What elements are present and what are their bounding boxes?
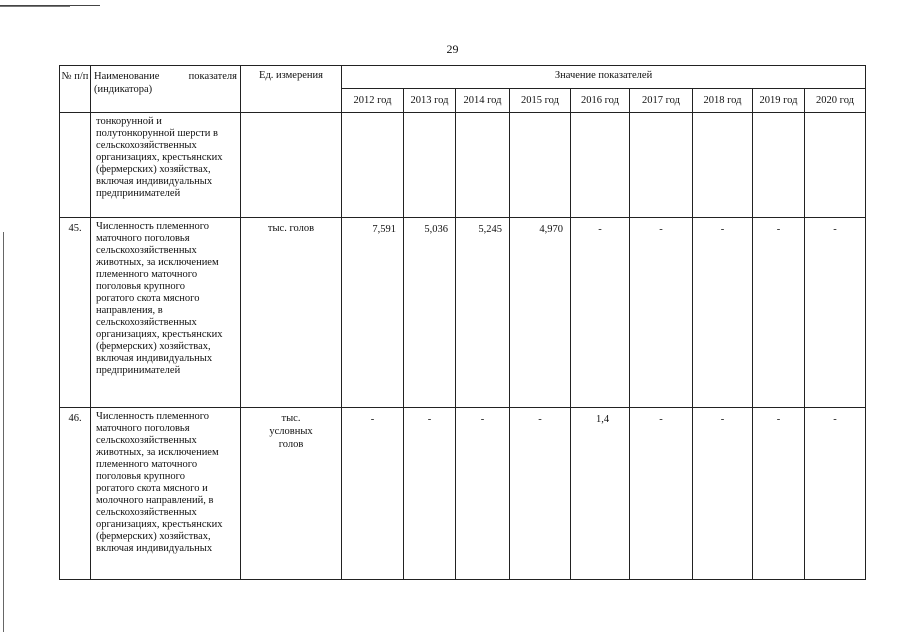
header-values: Значение показателей: [342, 66, 866, 89]
indicator-name-line: сельскохозяйственных: [96, 435, 197, 446]
indicator-name-line: организациях, крестьянских: [96, 329, 223, 340]
indicator-name: [91, 218, 241, 408]
value-cell: 5,245: [456, 218, 510, 408]
header-num: № п/п: [60, 66, 91, 113]
value-cell: [571, 113, 630, 218]
header-name-line2: (индикатора): [94, 84, 153, 95]
indicator-name-line: Численность племенного: [96, 221, 210, 232]
value-cell: -: [630, 408, 693, 580]
header-year: 2017 год: [630, 89, 693, 113]
value-cell: -: [693, 408, 753, 580]
indicator-name-line: маточного поголовья: [96, 233, 190, 244]
value-cell: -: [571, 218, 630, 408]
indicators-table: [59, 65, 866, 580]
indicator-name-line: (фермерских) хозяйствах,: [96, 164, 211, 175]
indicator-name-line: включая индивидуальных: [96, 176, 213, 187]
header-year: 2015 год: [510, 89, 571, 113]
row-number: 46.: [60, 408, 91, 580]
value-cell: 4,970: [510, 218, 571, 408]
indicator-name: [91, 408, 241, 580]
indicator-name-line: рогатого скота мясного и: [96, 483, 208, 494]
unit-line: тыс. голов: [267, 223, 315, 234]
header-unit: Ед. измерения: [241, 66, 342, 113]
unit-cell: [241, 218, 342, 408]
header-year: 2016 год: [571, 89, 630, 113]
indicator-name-line: тонкорунной и: [96, 116, 162, 127]
indicator-name-line: сельскохозяйственных: [96, 245, 197, 256]
indicator-name: [91, 113, 241, 218]
indicator-name-line: племенного маточного: [96, 269, 198, 280]
indicator-name-line: (фермерских) хозяйствах,: [96, 341, 211, 352]
page-number: 29: [446, 42, 459, 56]
indicator-name-line: предпринимателей: [96, 365, 181, 376]
indicator-name-line: предпринимателей: [96, 188, 181, 199]
indicator-name-line: полутонкорунной шерсти в: [96, 128, 218, 139]
header-year: 2019 год: [753, 89, 805, 113]
indicator-name-line: поголовья крупного: [96, 281, 185, 292]
header-year: 2014 год: [456, 89, 510, 113]
indicator-name-line: маточного поголовья: [96, 423, 190, 434]
indicator-name-line: (фермерских) хозяйствах,: [96, 531, 211, 542]
table-row: [60, 113, 866, 218]
indicator-name-line: молочного направлений, в: [96, 495, 214, 506]
value-cell: -: [805, 408, 866, 580]
value-cell: -: [630, 218, 693, 408]
indicator-name-line: сельскохозяйственных: [96, 507, 197, 518]
value-cell: 7,591: [342, 218, 404, 408]
indicator-name-line: включая индивидуальных: [96, 353, 213, 364]
value-cell: 5,036: [404, 218, 456, 408]
indicator-name-line: сельскохозяйственных: [96, 140, 197, 151]
header-year: 2018 год: [693, 89, 753, 113]
value-cell: [404, 113, 456, 218]
value-cell: -: [342, 408, 404, 580]
scan-margin-line: [3, 232, 4, 632]
indicator-name-line: организациях, крестьянских: [96, 519, 223, 530]
table-row: [60, 408, 866, 580]
indicator-name-line: поголовья крупного: [96, 471, 185, 482]
value-cell: [630, 113, 693, 218]
value-cell: -: [805, 218, 866, 408]
indicator-name-line: направления, в: [96, 305, 163, 316]
indicator-name-line: животных, за исключением: [96, 257, 219, 268]
header-year: 2020 год: [805, 89, 866, 113]
header-name-right: показателя: [188, 71, 237, 82]
value-cell: -: [753, 408, 805, 580]
value-cell: [456, 113, 510, 218]
indicator-name-line: рогатого скота мясного: [96, 293, 200, 304]
indicator-name-line: племенного маточного: [96, 459, 198, 470]
indicator-name-line: включая индивидуальных: [96, 543, 213, 554]
unit-cell: [241, 113, 342, 218]
indicator-name-line: животных, за исключением: [96, 447, 219, 458]
header-name: [91, 66, 241, 113]
table-row: [60, 218, 866, 408]
indicator-name-line: сельскохозяйственных: [96, 317, 197, 328]
value-cell: -: [510, 408, 571, 580]
value-cell: [510, 113, 571, 218]
value-cell: [342, 113, 404, 218]
page-edge-line: [0, 6, 70, 7]
header-year: 2013 год: [404, 89, 456, 113]
unit-line: тыс.: [281, 413, 301, 424]
row-number: 45.: [60, 218, 91, 408]
value-cell: -: [693, 218, 753, 408]
header-name-left: Наименование: [94, 71, 160, 82]
value-cell: 1,4: [571, 408, 630, 580]
value-cell: -: [753, 218, 805, 408]
value-cell: -: [456, 408, 510, 580]
header-row: [60, 66, 866, 89]
indicator-name-line: Численность племенного: [96, 411, 210, 422]
table-body: [60, 113, 866, 580]
unit-line: условных: [269, 426, 313, 437]
value-cell: [753, 113, 805, 218]
value-cell: [805, 113, 866, 218]
unit-cell: [241, 408, 342, 580]
row-number: [60, 113, 91, 218]
value-cell: [693, 113, 753, 218]
value-cell: -: [404, 408, 456, 580]
unit-line: голов: [278, 439, 304, 450]
header-year: 2012 год: [342, 89, 404, 113]
indicator-name-line: организациях, крестьянских: [96, 152, 223, 163]
